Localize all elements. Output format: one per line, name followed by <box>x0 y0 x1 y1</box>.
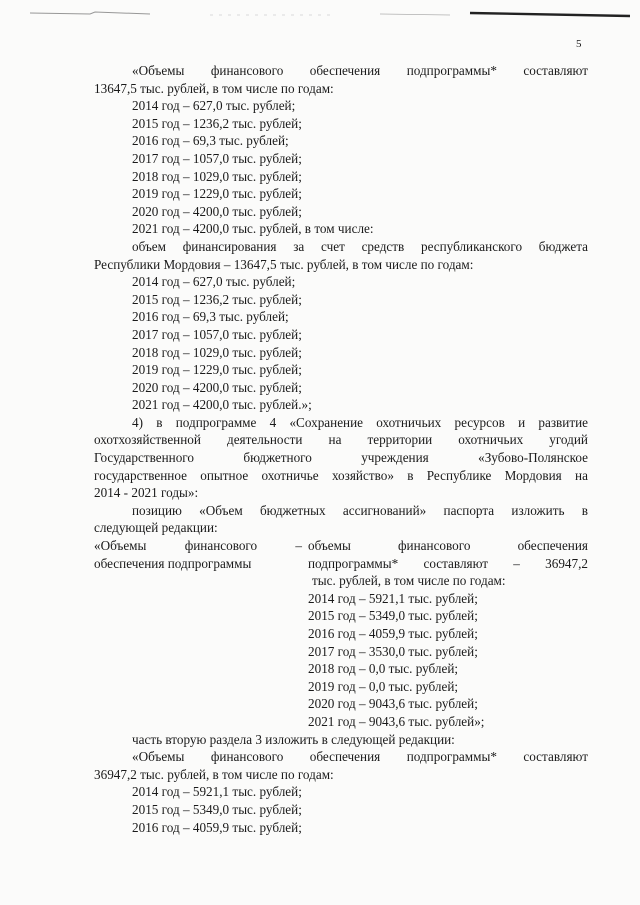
word: объем <box>132 238 166 254</box>
word: «Сохранение <box>289 414 364 430</box>
year-line: 2020 год – 4200,0 тыс. рублей; <box>132 203 302 219</box>
word: – <box>513 555 520 571</box>
p4-line2: следующей редакции: <box>94 520 218 536</box>
word: ресурсов <box>454 414 505 430</box>
word: бюджетного <box>243 450 312 466</box>
year-line: 2014 год – 627,0 тыс. рублей; <box>132 274 296 290</box>
word: изложить <box>511 502 565 518</box>
word: обеспечения <box>309 749 381 765</box>
word: подпрограммы* <box>406 63 497 78</box>
word: республиканского <box>420 238 523 254</box>
year-line: 2021 год – 4200,0 тыс. рублей, в том числе: <box>132 221 374 237</box>
table-right-line3: тыс. рублей, в том числе по годам: <box>312 573 506 589</box>
year-line: 2016 год – 4059,9 тыс. рублей; <box>132 819 302 835</box>
year-line: 2014 год – 5921,1 тыс. рублей; <box>132 784 302 800</box>
word: составляют <box>523 749 588 765</box>
word: бюджета <box>538 238 588 254</box>
years-list-2 <box>94 273 588 414</box>
table-left-line1 <box>94 537 308 555</box>
word: финансового <box>210 749 284 765</box>
word: 4 <box>269 414 277 430</box>
word: угодий <box>549 432 588 448</box>
p3-line5: 2014 - 2021 годы»: <box>94 485 199 501</box>
word: охотничьих <box>376 414 442 430</box>
word: паспорта <box>443 502 495 518</box>
year-line: 2016 год – 4059,9 тыс. рублей; <box>308 626 478 641</box>
year-line: 2017 год – 1057,0 тыс. рублей; <box>132 150 302 166</box>
word: деятельности <box>226 432 303 448</box>
word: охотхозяйственной <box>94 432 201 448</box>
p3-line3 <box>94 449 588 467</box>
word: на <box>328 432 342 448</box>
word: подпрограммы* <box>406 749 497 765</box>
p2-line1 <box>94 238 588 256</box>
word: в <box>581 502 588 518</box>
scan-edge-artifact <box>30 10 630 18</box>
years-list-3 <box>94 783 588 836</box>
year-line: 2020 год – 9043,6 тыс. рублей; <box>308 696 478 712</box>
word: в <box>407 467 414 483</box>
year-line: 2015 год – 1236,2 тыс. рублей; <box>132 291 302 307</box>
word: финансового <box>184 538 258 554</box>
word: обеспечения <box>517 538 588 554</box>
word: в <box>156 414 163 430</box>
word: составляют <box>423 555 489 571</box>
word: – <box>295 538 302 554</box>
page-number: 5 <box>576 38 582 50</box>
year-line: 2019 год – 1229,0 тыс. рублей; <box>132 362 302 378</box>
table-years-list <box>308 590 588 731</box>
year-line: 2016 год – 69,3 тыс. рублей; <box>132 133 289 149</box>
word: опытное <box>200 467 249 483</box>
p3-line1 <box>94 414 588 432</box>
word: хозяйство» <box>331 467 394 483</box>
years-list-1 <box>94 97 588 238</box>
table-right-line2 <box>308 555 588 573</box>
table-left-cell <box>94 537 308 731</box>
word: Государственного <box>94 450 194 466</box>
year-line: 2014 год – 5921,1 тыс. рублей; <box>308 590 478 606</box>
word: средств <box>361 238 405 254</box>
p6-line2: 36947,2 тыс. рублей, в том числе по годам: <box>94 766 334 782</box>
word: Республике <box>426 467 492 483</box>
year-line: 2018 год – 0,0 тыс. рублей; <box>308 661 459 677</box>
p3-line4 <box>94 467 588 485</box>
word: «Объемы <box>132 749 185 765</box>
word: обеспечения <box>309 63 381 78</box>
word: развитие <box>538 414 588 430</box>
word: составляют <box>523 63 588 78</box>
table-right-cell <box>308 537 588 731</box>
year-line: 2021 год – 9043,6 тыс. рублей»; <box>308 713 485 729</box>
document-body <box>94 62 588 836</box>
word: финансового <box>398 538 471 554</box>
word: подпрограмме <box>175 414 257 430</box>
word: за <box>293 238 305 254</box>
word: «Объем <box>199 502 243 518</box>
p3-line2 <box>94 431 588 449</box>
year-line: 2017 год – 1057,0 тыс. рублей; <box>132 326 302 342</box>
word: Мордовия <box>504 467 562 483</box>
word: подпрограммы* <box>308 555 399 571</box>
p4-line1 <box>94 502 588 520</box>
year-line: 2014 год – 627,0 тыс. рублей; <box>132 98 296 114</box>
word: 4) <box>132 414 143 430</box>
budget-table <box>94 537 588 731</box>
word: государственное <box>94 467 187 483</box>
p1-line2: 13647,5 тыс. рублей, в том числе по годам: <box>94 80 334 96</box>
year-line: 2015 год – 1236,2 тыс. рублей; <box>132 115 302 131</box>
year-line: 2015 год – 5349,0 тыс. рублей; <box>132 801 302 817</box>
word: охотничье <box>261 467 319 483</box>
word: на <box>575 467 588 483</box>
word: финансирования <box>182 238 277 254</box>
word: охотничьих <box>458 432 524 448</box>
p1-line1 <box>94 62 588 80</box>
word: территории <box>367 432 433 448</box>
word: финансового <box>210 63 284 78</box>
word: «Объемы <box>132 63 185 78</box>
year-line: 2019 год – 1229,0 тыс. рублей; <box>132 186 302 202</box>
year-line: 2015 год – 5349,0 тыс. рублей; <box>308 608 478 624</box>
p2-line2: Республики Мордовия – 13647,5 тыс. рублей, в том числе по годам: <box>94 256 474 272</box>
table-left-line2: обеспечения подпрограммы <box>94 555 252 571</box>
word: «Зубово-Полянское <box>478 450 588 466</box>
year-line: 2021 год – 4200,0 тыс. рублей.»; <box>132 397 312 413</box>
p6-line1 <box>94 748 588 766</box>
year-line: 2017 год – 3530,0 тыс. рублей; <box>308 643 478 659</box>
word: и <box>518 414 526 430</box>
word: ассигнований» <box>342 502 427 518</box>
p5-line1: часть вторую раздела 3 изложить в следующей редакции: <box>132 731 455 747</box>
year-line: 2018 год – 1029,0 тыс. рублей; <box>132 168 302 184</box>
table-right-line1 <box>308 537 588 555</box>
word: счет <box>321 238 345 254</box>
word: учреждения <box>361 450 429 466</box>
word: «Объемы <box>94 538 147 554</box>
word: 36947,2 <box>545 555 588 571</box>
word: позицию <box>132 502 182 518</box>
year-line: 2019 год – 0,0 тыс. рублей; <box>308 678 459 694</box>
year-line: 2016 год – 69,3 тыс. рублей; <box>132 309 289 325</box>
word: объемы <box>308 538 351 554</box>
word: бюджетных <box>259 502 326 518</box>
year-line: 2018 год – 1029,0 тыс. рублей; <box>132 344 302 360</box>
year-line: 2020 год – 4200,0 тыс. рублей; <box>132 379 302 395</box>
